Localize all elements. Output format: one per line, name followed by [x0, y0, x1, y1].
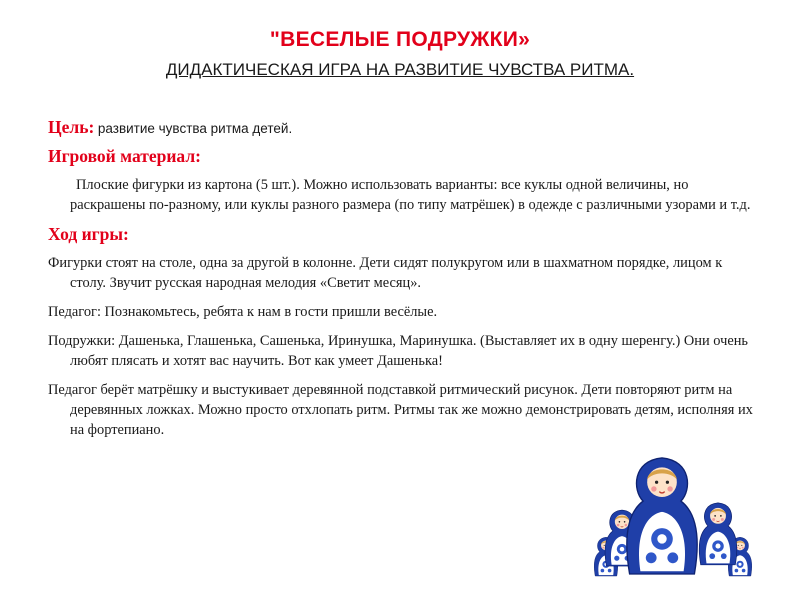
goal-section — [48, 117, 758, 139]
game-heading: Ход игры: — [48, 224, 129, 244]
page-subtitle: ДИДАКТИЧЕСКАЯ ИГРА НА РАЗВИТИЕ ЧУВСТВА РИТМА. — [165, 60, 635, 79]
goal-label: Цель: — [48, 117, 95, 137]
game-paragraph: Педагог берёт матрёшку и выстукивает деревянной подставкой ритмический рисунок. Дети повторяют ритм на деревянных ложках. Можно просто отхлопать ритм. Ритмы так же можно демонстрировать детям, исполняя их на фортепиано. — [48, 382, 753, 438]
game-paragraph: Подружки: Дашенька, Глашенька, Сашенька, Иринушка, Маринушка. (Выставляет их в одну шеренгу.) Они очень любят плясать и хотят вас научить. Вот как умеет Дашенька! — [48, 333, 748, 369]
material-heading: Игровой материал: — [48, 146, 201, 166]
material-text: Плоские фигурки из картона (5 шт.). Можно использовать варианты: все куклы одной величины, но раскрашены по-разному, или куклы разного размера (по типу матрёшек) в одежде с различными узорами и т.д. — [70, 177, 751, 213]
matryoshka-icon — [627, 458, 697, 574]
goal-text: развитие чувства ритма детей. — [97, 121, 293, 136]
matryoshka-dolls-icon — [590, 440, 760, 590]
matryoshka-icon — [699, 503, 737, 565]
game-paragraph: Фигурки стоят на столе, одна за другой в колонне. Дети сидят полукругом или в шахматном порядке, лицом к столу. Звучит русская народная мелодия «Светит месяц». — [48, 255, 723, 291]
page-title: "ВЕСЕЛЫЕ ПОДРУЖКИ» — [269, 28, 531, 51]
document-body — [48, 117, 758, 449]
game-paragraph: Педагог: Познакомьтесь, ребята к нам в гости пришли весёлые. — [48, 304, 438, 320]
